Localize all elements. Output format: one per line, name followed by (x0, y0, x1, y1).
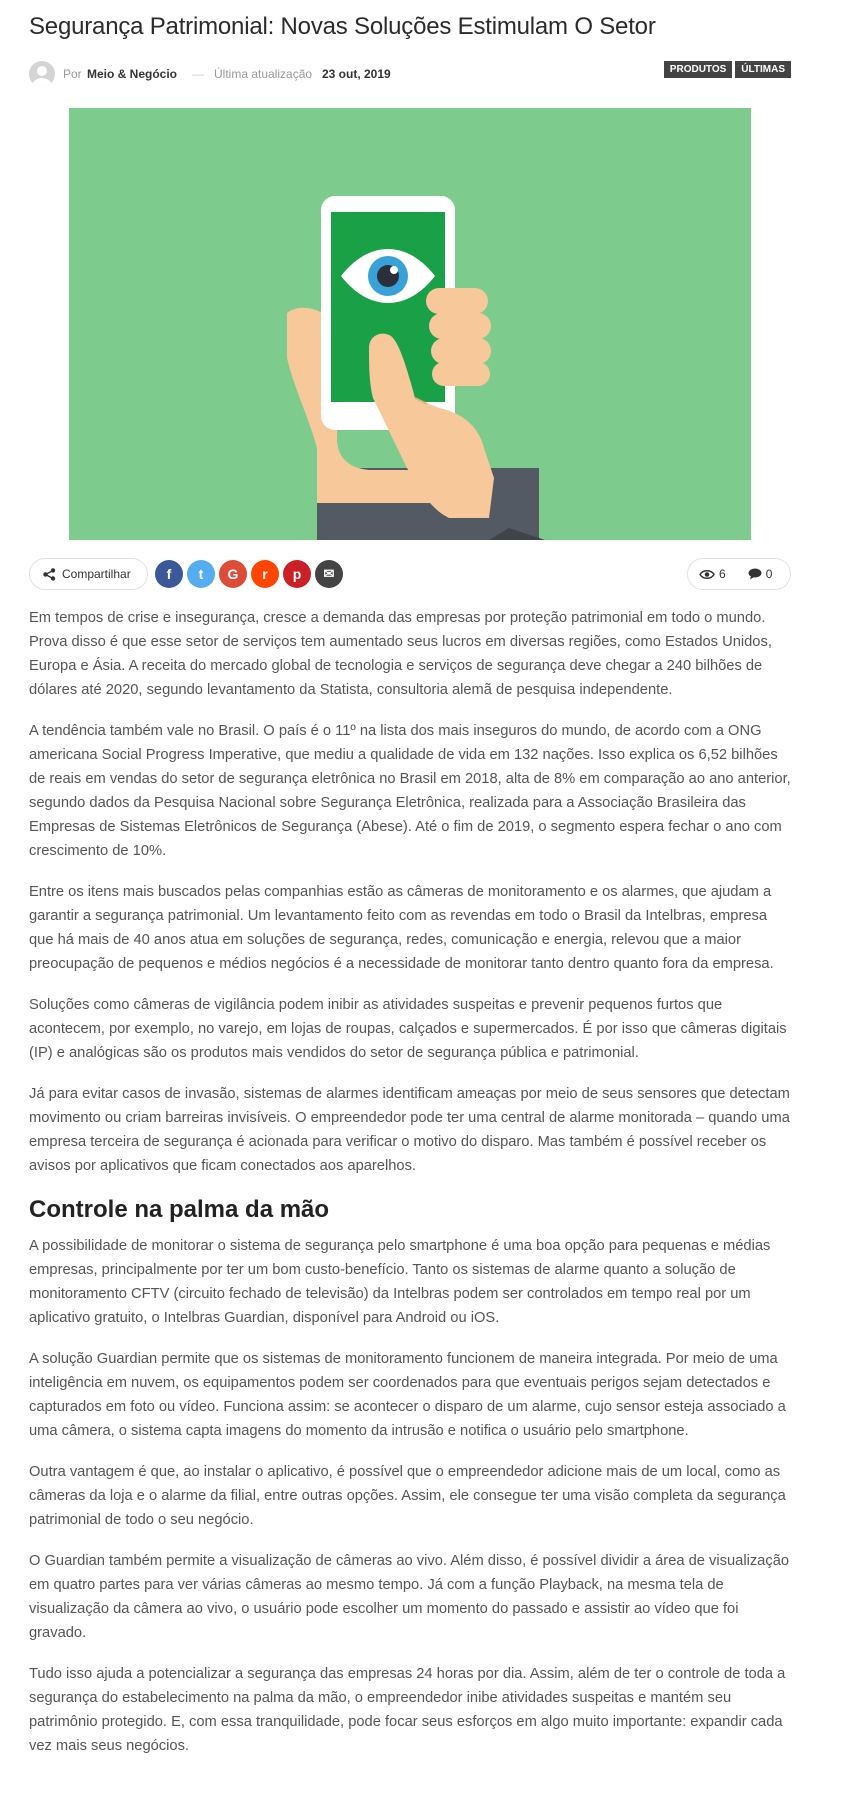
reddit-icon: r (262, 566, 268, 582)
post-stats (687, 558, 791, 590)
paragraph: A tendência também vale no Brasil. O país é o 11º na lista dos mais inseguros do mundo, de acordo com a ONG americana Social Progress Imperative, que mediu a qualidade de vida em 132 nações. Isso explica os 6,52 bilhões de reais em vendas do setor de segurança eletrônica no Brasil em 2018, alta de 8% em comparação ao ano anterior, segundo dados da Pesquisa Nacional sobre Segurança Eletrônica, realizada para a Associação Brasileira das Empresas de Sistemas Eletrônicos de Segurança (Abese). Até o fim de 2019, o segmento espera fechar o ano com crescimento de 10%. (29, 723, 791, 859)
post-meta (29, 61, 791, 87)
category-badges (664, 61, 791, 78)
facebook-icon: f (166, 566, 172, 582)
paragraph: A solução Guardian permite que os sistemas de monitoramento funcionem de maneira integrada. Por meio de uma inteligência em nuvem, os equipamentos podem ser coordenados para que eventuais perigos sejam detectados e capturados em foto ou vídeo. Funciona assim: se acontecer o disparo de um alarme, cujo sensor esteja associado a uma câmera, o sistema capta imagens do momento da intrusão e notifica o usuário pelo smartphone. (29, 1351, 786, 1439)
smartphone-eye-illustration (69, 108, 751, 540)
google-share-button[interactable] (219, 560, 247, 588)
page-title: Segurança Patrimonial: Novas Soluções Estimulam O Setor (29, 13, 656, 40)
reddit-share-button[interactable] (251, 560, 279, 588)
paragraph: Tudo isso ajuda a potencializar a segurança das empresas 24 horas por dia. Assim, além de ter o controle de toda a segurança do estabelecimento na palma da mão, o empreendedor inibe atividades suspeitas e mantém seu patrimônio protegido. E, com essa tranquilidade, pode focar seus esforços em algo muito importante: expandir cada vez mais seus negócios. (29, 1666, 786, 1754)
by-label: Por (63, 67, 82, 81)
google-icon: G (227, 566, 239, 582)
meta-divider: — (192, 67, 204, 81)
share-button[interactable] (29, 558, 148, 590)
article-body (29, 606, 791, 1775)
twitter-icon: t (198, 566, 204, 582)
paragraph: Soluções como câmeras de vigilância podem inibir as atividades suspeitas e prevenir pequenos furtos que acontecem, por exemplo, no varejo, em lojas de roupas, calçados e supermercados. É por isso que câmeras digitais (IP) e analógicas são os produtos mais vendidos do setor de segurança pública e patrimonial. (29, 997, 787, 1061)
share-bar (29, 558, 791, 590)
section-heading: Controle na palma da mão (29, 1196, 330, 1223)
author-link[interactable]: Meio & Negócio (87, 67, 178, 81)
paragraph: Outra vantagem é que, ao instalar o aplicativo, é possível que o empreendedor adicione mais de um local, como as câmeras da loja e o alarme da filial, entre outras opções. Assim, ele consegue ter uma visão completa da segurança patrimonial de todo o seu negócio. (29, 1464, 786, 1528)
category-badge-produtos[interactable]: PRODUTOS (664, 61, 733, 78)
paragraph: Em tempos de crise e insegurança, cresce a demanda das empresas por proteção patrimonial em todo o mundo. Prova disso é que esse setor de serviços tem aumentado seus lucros em diversas regiões, como Estados Unidos, Europa e Ásia. A receita do mercado global de tecnologia e serviços de segurança deve chegar a 240 bilhões de dólares até 2020, segundo levantamento da Statista, consultoria alemã de pesquisa independente. (29, 610, 772, 698)
views-count: 6 (719, 567, 726, 581)
email-icon: ✉ (323, 566, 335, 581)
share-label: Compartilhar (62, 567, 131, 581)
facebook-share-button[interactable] (155, 560, 183, 588)
featured-image (69, 108, 751, 540)
paragraph: Entre os itens mais buscados pelas companhias estão as câmeras de monitoramento e os alarmes, que ajudam a garantir a segurança patrimonial. Um levantamento feito com as revendas em todo o Brasil da Intelbras, empresa que há mais de 40 anos atua em soluções de segurança, redes, comunicação e energia, relevou que a maior preocupação de pequenos e médios negócios é a necessidade de monitorar tanto dentro quanto fora da empresa. (29, 884, 774, 972)
updated-label: Última atualização (214, 67, 313, 81)
eye-icon (699, 569, 715, 580)
avatar[interactable] (29, 61, 55, 87)
pinterest-share-button[interactable] (283, 560, 311, 588)
pinterest-icon: p (292, 566, 302, 582)
share-icon (43, 568, 56, 581)
paragraph: Já para evitar casos de invasão, sistemas de alarmes identificam ameaças por meio de seus sensores que detectam movimento ou criam barreiras invisíveis. O empreendedor pode ter uma central de alarme monitorada – quando uma empresa terceira de segurança é acionada para verificar o motivo do disparo. Mas também é possível receber os avisos por aplicativos que ficam conectados aos aparelhos. (29, 1086, 790, 1174)
comments-icon (748, 568, 762, 580)
twitter-share-button[interactable] (187, 560, 215, 588)
category-badge-ultimas[interactable]: ÚLTIMAS (735, 61, 791, 78)
post-date: 23 out, 2019 (322, 67, 391, 81)
paragraph: A possibilidade de monitorar o sistema de segurança pelo smartphone é uma boa opção para pequenas e médias empresas, principalmente por ter um bom custo-benefício. Tanto os sistemas de alarme quanto a solução de monitoramento CFTV (circuito fechado de televisão) da Intelbras podem ser controlados em tempo real por um aplicativo gratuito, o Intelbras Guardian, disponível para Android ou iOS. (29, 1238, 771, 1326)
email-share-button[interactable] (315, 560, 343, 588)
paragraph: O Guardian também permite a visualização de câmeras ao vivo. Além disso, é possível dividir a área de visualização em quatro partes para ver várias câmeras ao mesmo tempo. Já com a função Playback, na mesma tela de visualização da câmera ao vivo, o usuário pode escolher um momento do passado e assistir ao vídeo que foi gravado. (29, 1553, 790, 1641)
comments-count[interactable]: 0 (765, 567, 773, 581)
